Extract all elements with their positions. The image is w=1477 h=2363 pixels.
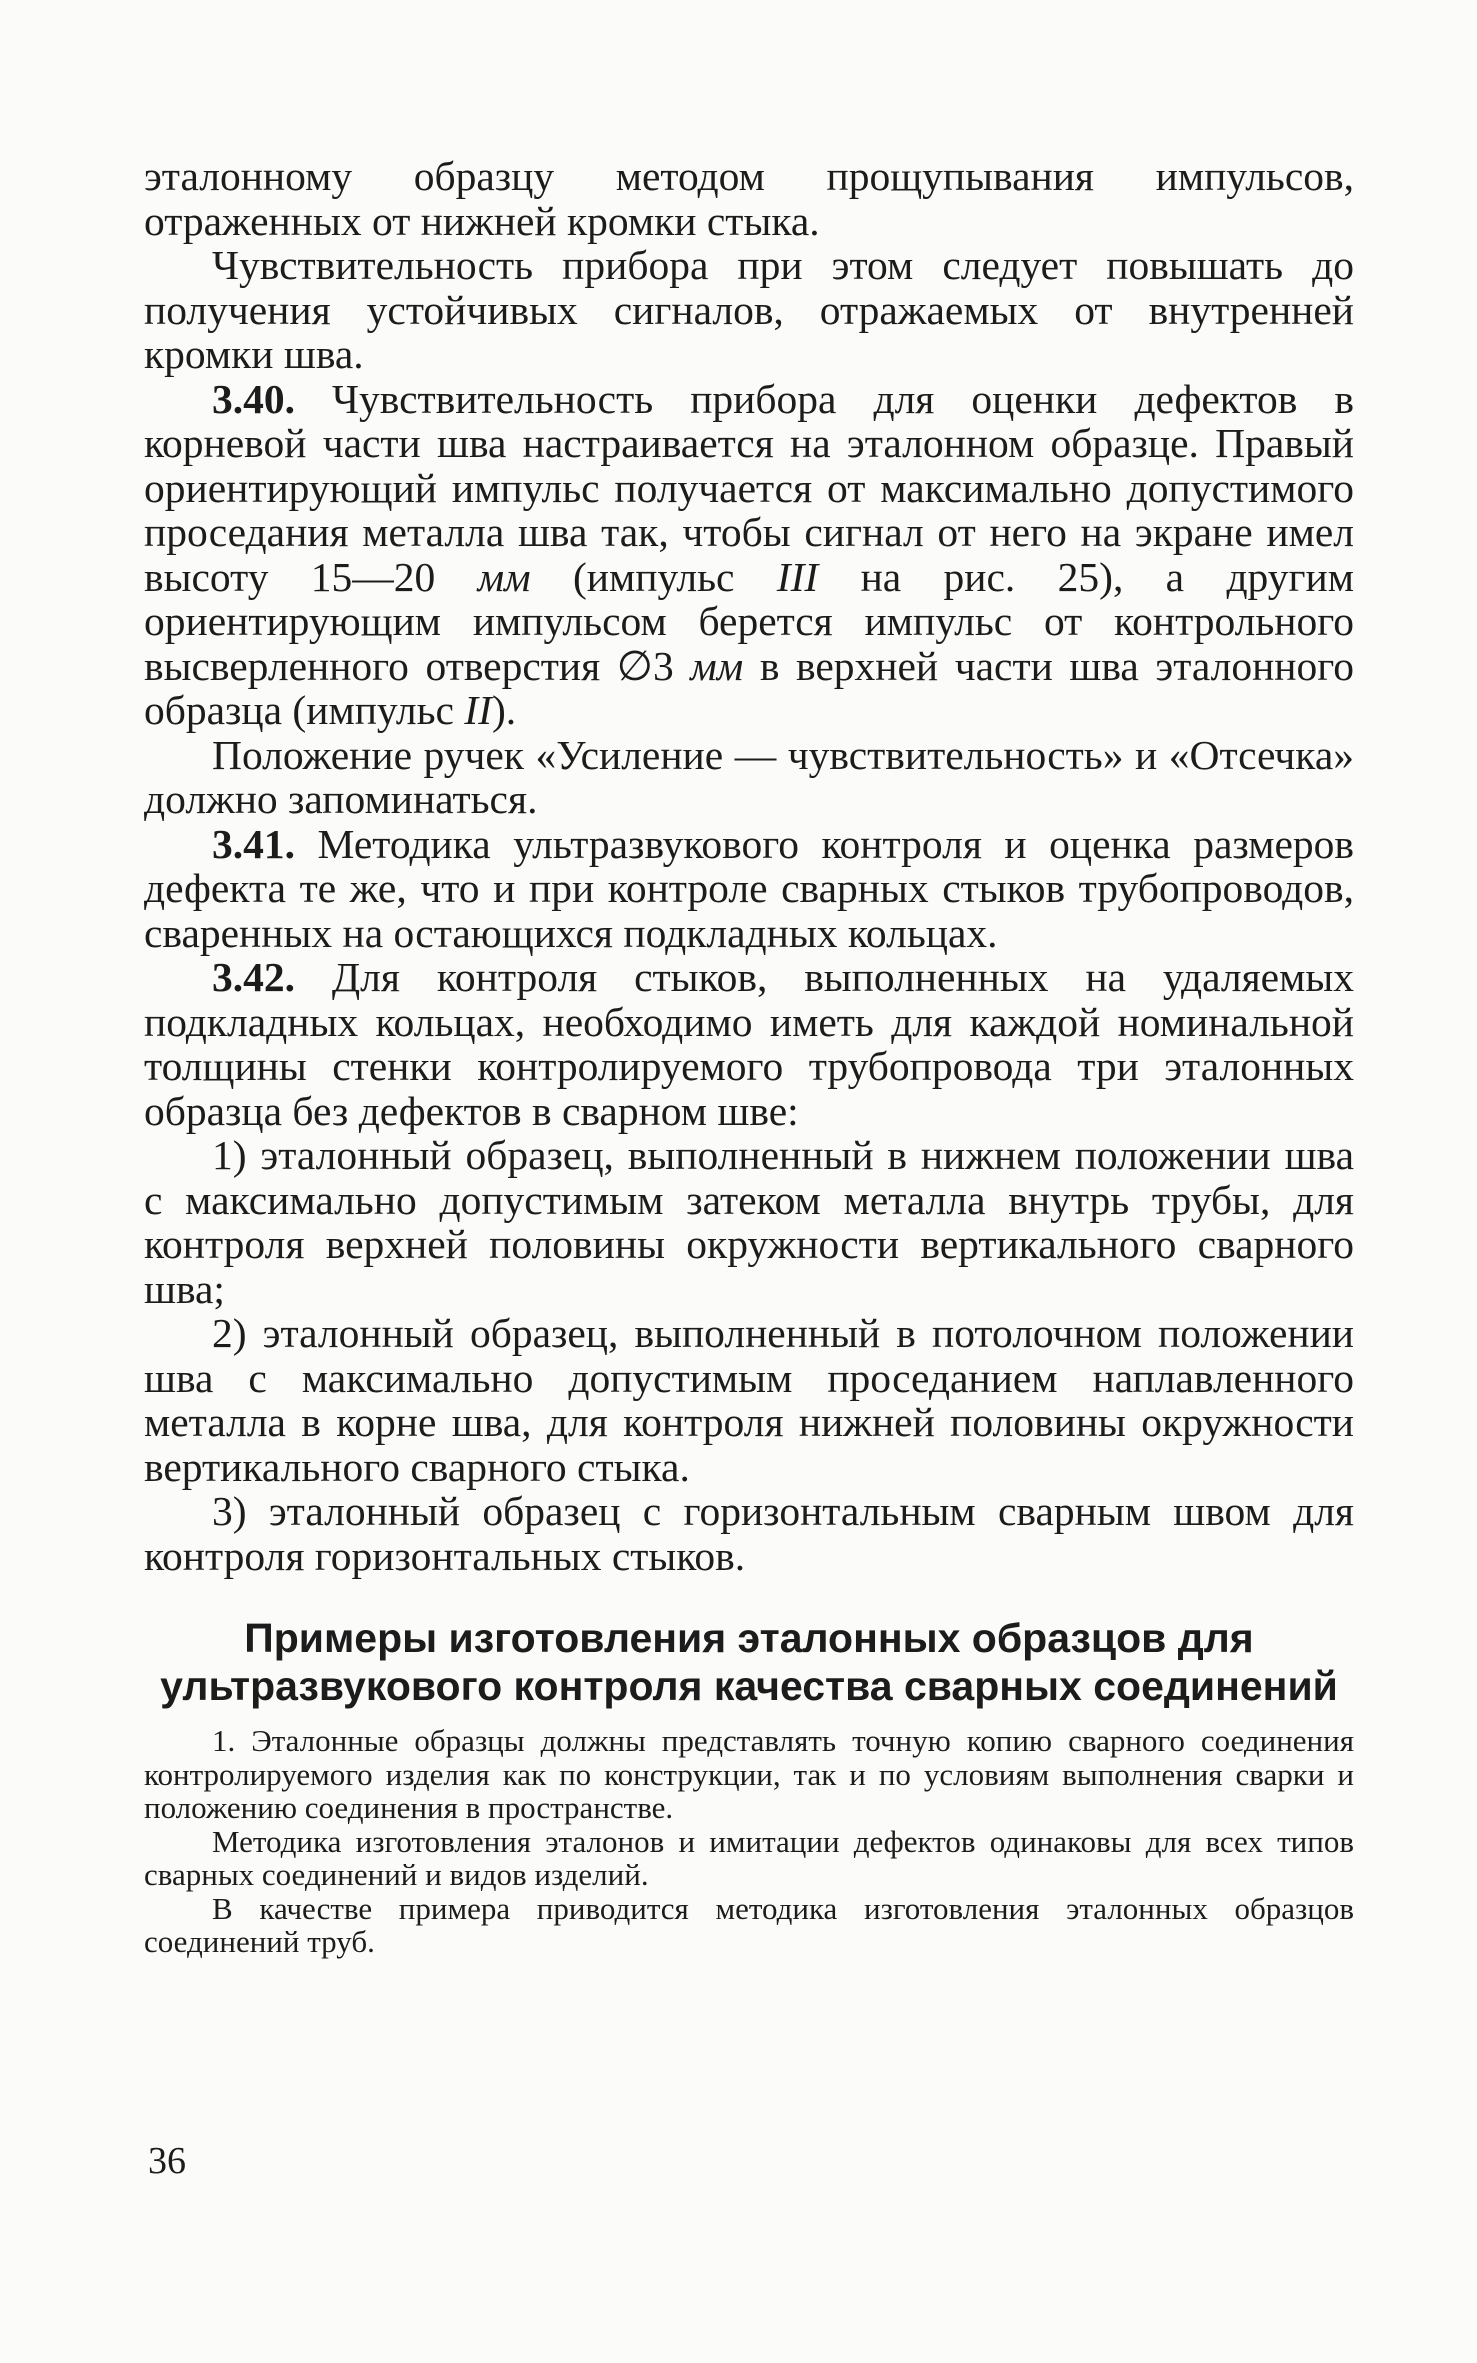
paragraph-sensitivity: Чувствительность прибора при этом следует повышать до получения устойчивых сигналов, отражаемых от внутренней кромки шва.	[144, 242, 1354, 377]
page-content	[144, 154, 1354, 1959]
section-paragraph: 1. Эталонные образцы должны представлять точную копию сварного соединения контролируемого изделия как по конструкции, так и по условиям выполнения сварки и положению соединения в пространстве.	[144, 1723, 1354, 1825]
section-heading	[144, 1614, 1354, 1710]
clause-3-42	[144, 955, 1354, 1133]
clause-number: 3.42.	[212, 954, 295, 1000]
unit-mm: мм	[690, 642, 744, 689]
paragraph-knobs: Положение ручек «Усиление — чувствительность» и «Отсечка» должно запоминаться.	[144, 731, 1354, 822]
clause-text: Методика ультразвукового контроля и оценка размеров дефекта те же, что и при контроле сварных стыков трубопроводов, сваренных на остающихся подкладных кольцах.	[144, 820, 1354, 956]
clause-text: Для контроля стыков, выполненных на удаляемых подкладных кольцах, необходимо иметь для каждой номинальной толщины стенки контролируемого трубопровода три эталонных образца без дефектов в сварном шве:	[144, 954, 1354, 1134]
clause-text: на рис. 25), а другим ориентирующим импульсом берется импульс от контрольного высверленного отверстия ∅3	[144, 553, 1354, 689]
section-paragraph: В качестве примера приводится методика изготовления эталонных образцов соединений труб.	[144, 1890, 1354, 1959]
clause-number: 3.41.	[212, 820, 295, 867]
page-number: 36	[148, 2140, 186, 2182]
clause-number: 3.40.	[212, 375, 295, 422]
list-item: 3) эталонный образец с горизонтальным сварным швом для контроля горизонтальных стыков.	[144, 1488, 1354, 1579]
roman-numeral: III	[776, 553, 819, 600]
clause-text: Чувствительность прибора для оценки дефектов в корневой части шва настраивается на эталонном образце. Правый ориентирующий импульс получается от максимально допустимого проседания металла шва так, чтобы сигнал от него на экране имел высоту 15—20	[144, 375, 1354, 600]
clause-text: (импульс	[530, 553, 777, 600]
paragraph-continuation: эталонному образцу методом прощупывания импульсов, отраженных от нижней кромки стыка.	[144, 153, 1354, 244]
list-item: 2) эталонный образец, выполненный в потолочном положении шва с максимально допустимым проседанием наплавленного металла в корне шва, для контроля нижней половины окружности вертикального сварного стыка.	[144, 1310, 1354, 1490]
roman-numeral: II	[464, 687, 492, 733]
clause-3-41	[144, 822, 1354, 956]
clause-3-40	[144, 377, 1354, 733]
list-item: 1) эталонный образец, выполненный в нижнем положении шва с максимально допустимым затеком металла внутрь трубы, для контроля верхней половины окружности вертикального сварного шва;	[144, 1132, 1354, 1312]
unit-mm: мм	[477, 553, 531, 600]
section-paragraph: Методика изготовления эталонов и имитации дефектов одинаковы для всех типов сварных соединений и видов изделий.	[144, 1823, 1354, 1892]
section-heading-line: Примеры изготовления эталонных образцов для	[244, 1615, 1254, 1661]
clause-text: ).	[491, 687, 517, 733]
clause-text: в верхней части шва эталонного образца (импульс	[144, 642, 1354, 733]
section-heading-line: ультразвукового контроля качества сварных соединений	[160, 1663, 1338, 1709]
